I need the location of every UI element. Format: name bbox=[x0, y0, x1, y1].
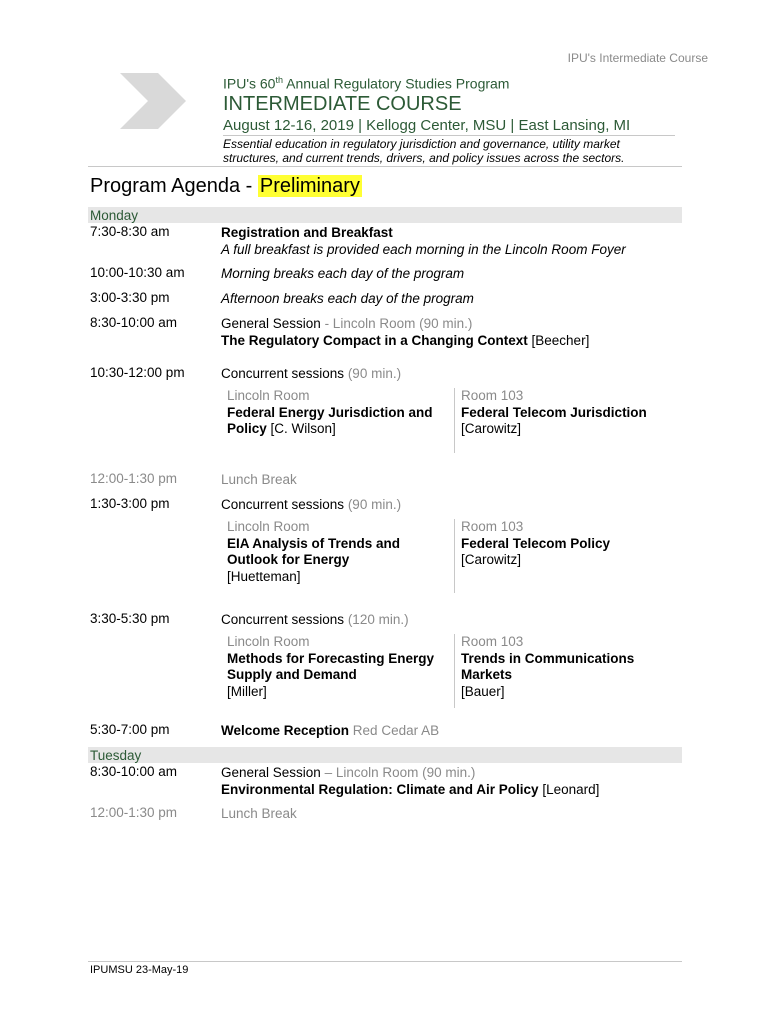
concurrent-left: Lincoln Room Federal Energy Jurisdiction and Policy [C. Wilson] bbox=[227, 388, 433, 436]
concurrent-heading: Concurrent sessions (90 min.) bbox=[221, 366, 402, 381]
course-title: INTERMEDIATE COURSE bbox=[223, 93, 462, 115]
header-bottom-divider bbox=[88, 166, 682, 167]
session-time: 10:00-10:30 am bbox=[90, 265, 185, 280]
concurrent-right: Room 103 Federal Telecom Policy [Carowitz] bbox=[461, 519, 611, 567]
preliminary-highlight: Preliminary bbox=[259, 175, 360, 197]
session-lunch: Lunch Break bbox=[221, 806, 297, 821]
session-general-1: General Session - Lincoln Room (90 min.) The Regulatory Compact in a Changing Context [Beecher] bbox=[221, 316, 590, 348]
concurrent-left: Lincoln Room Methods for Forecasting Energy Supply and Demand [Miller] bbox=[227, 634, 435, 699]
agenda-title: Program Agenda - Preliminary bbox=[90, 175, 360, 197]
session-time: 3:30-5:30 pm bbox=[90, 611, 170, 626]
column-divider bbox=[454, 388, 455, 453]
session-general-2: General Session – Lincoln Room (90 min.) Environmental Regulation: Climate and Air Policy [Leonard] bbox=[221, 765, 600, 797]
program-subtitle: IPU's 60th Annual Regulatory Studies Program bbox=[223, 75, 510, 92]
session-time: 3:00-3:30 pm bbox=[90, 290, 170, 305]
concurrent-right: Room 103 Federal Telecom Jurisdiction [Carowitz] bbox=[461, 388, 647, 436]
session-time: 1:30-3:00 pm bbox=[90, 496, 170, 511]
footer-divider bbox=[88, 961, 682, 962]
running-head: IPU's Intermediate Course bbox=[567, 51, 708, 65]
session-morning-break: Morning breaks each day of the program bbox=[221, 266, 465, 281]
session-time: 12:00-1:30 pm bbox=[90, 805, 178, 820]
concurrent-left: Lincoln Room EIA Analysis of Trends and Outlook for Energy [Huetteman] bbox=[227, 519, 401, 584]
day-header-tuesday: Tuesday bbox=[88, 747, 682, 763]
day-header-monday: Monday bbox=[88, 207, 682, 223]
column-divider bbox=[454, 519, 455, 593]
session-welcome-reception: Welcome Reception Red Cedar AB bbox=[221, 723, 440, 738]
header-divider bbox=[223, 135, 675, 136]
session-time: 10:30-12:00 pm bbox=[90, 365, 185, 380]
session-time: 12:00-1:30 pm bbox=[90, 471, 178, 486]
concurrent-right: Room 103 Trends in Communications Markets [Bauer] bbox=[461, 634, 635, 699]
date-location: August 12-16, 2019 | Kellogg Center, MSU | East Lansing, MI bbox=[223, 117, 631, 134]
session-lunch: Lunch Break bbox=[221, 472, 297, 487]
concurrent-heading: Concurrent sessions (90 min.) bbox=[221, 497, 402, 512]
footer-text: IPUMSU 23-May-19 bbox=[90, 964, 189, 976]
session-time: 5:30-7:00 pm bbox=[90, 722, 170, 737]
concurrent-heading: Concurrent sessions (120 min.) bbox=[221, 612, 409, 627]
session-afternoon-break: Afternoon breaks each day of the program bbox=[221, 291, 474, 306]
session-time: 8:30-10:00 am bbox=[90, 315, 178, 330]
session-time: 8:30-10:00 am bbox=[90, 764, 178, 779]
session-time: 7:30-8:30 am bbox=[90, 224, 170, 239]
chevron-logo-icon bbox=[120, 73, 186, 129]
course-description: Essential education in regulatory jurisdiction and governance, utility market structures, and current trends, drivers, and policy issues across the sectors. bbox=[223, 137, 625, 165]
column-divider bbox=[454, 634, 455, 708]
session-registration: Registration and Breakfast A full breakfast is provided each morning in the Lincoln Room Foyer bbox=[221, 225, 626, 257]
